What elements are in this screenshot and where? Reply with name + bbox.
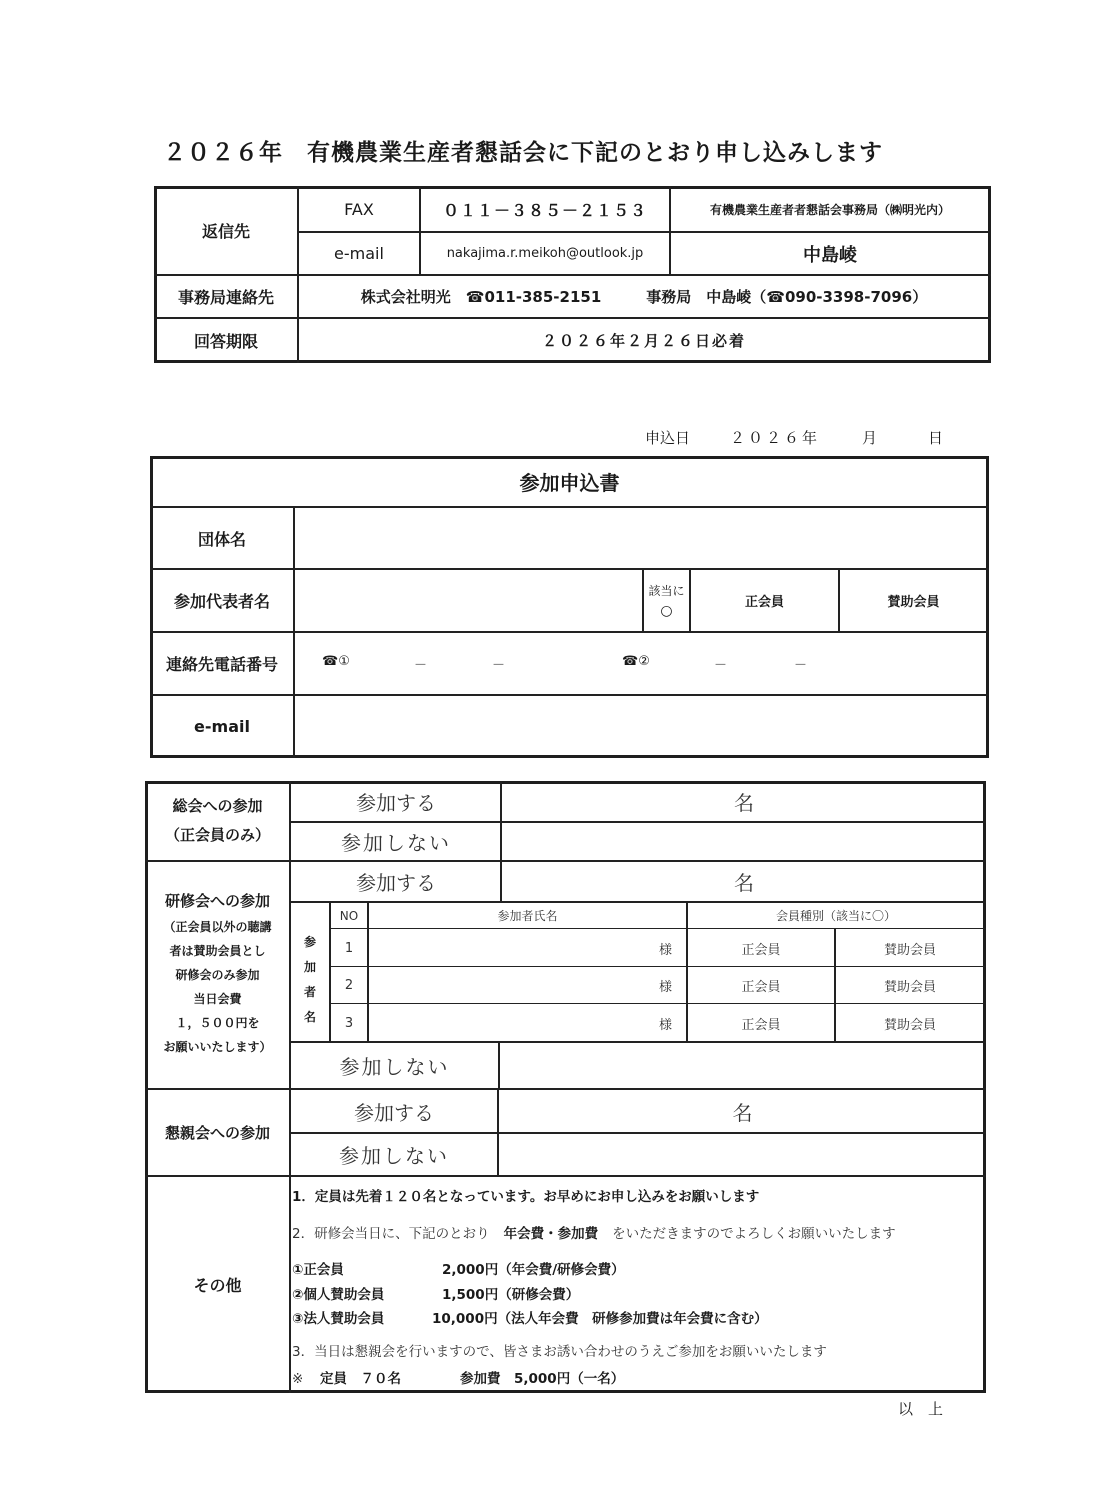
general-not-attend-option[interactable]: 参加しない	[341, 831, 451, 855]
phone1-dash: －	[414, 658, 428, 673]
fee-row	[292, 1283, 579, 1303]
fee-type: ①正会員	[292, 1262, 344, 1278]
note-fees-intro-post: をいただきますのでよろしくお願いいたします	[612, 1226, 896, 1242]
fee-row	[292, 1258, 625, 1278]
office-contact-label: 事務局連絡先	[177, 288, 274, 307]
training-title: 研修会への参加	[164, 892, 270, 910]
general-meeting-note: （正会員のみ）	[164, 826, 270, 844]
member-regular-option[interactable]: 正会員	[744, 595, 784, 610]
support-member-option[interactable]: 賛助会員	[883, 942, 936, 958]
office-contact-value: 株式会社明光 ☎011-385-2151 事務局 中島崚（☎090-3398-7096）	[360, 288, 928, 306]
social-not-attend-field[interactable]	[499, 1133, 986, 1176]
participants-vertical-label	[291, 930, 329, 1030]
fee-row	[292, 1307, 768, 1327]
phone1-field[interactable]	[345, 640, 605, 688]
social-label: 懇親会への参加	[164, 1124, 270, 1142]
training-note-6: お願いいたします）	[163, 1040, 272, 1054]
participant-name-field[interactable]: 様	[658, 1017, 672, 1033]
participant-name-field[interactable]: 様	[658, 942, 672, 958]
note-social: 3．当日は懇親会を行いますので、皆さまお誘い合わせのうえご参加をお願いいたします	[292, 1344, 827, 1360]
phone2-field[interactable]	[645, 640, 945, 688]
social-attend-option[interactable]: 参加する	[354, 1100, 434, 1125]
deadline-value: ２０２６年２月２６日必着	[541, 331, 746, 350]
application-date-day[interactable]: 日	[928, 429, 944, 447]
phone2-dash: －	[714, 658, 728, 673]
page-title: ２０２６年 有機農業生産者懇話会に下記のとおり申し込みします	[163, 140, 883, 166]
header-no: NO	[339, 908, 359, 923]
email-label: e-mail	[334, 244, 384, 263]
phone1-dash: －	[492, 658, 506, 673]
note-fees-intro-pre: 2．研修会当日に、下記のとおり	[292, 1226, 490, 1242]
participant-row	[331, 1004, 986, 1042]
training-attend-option[interactable]: 参加する	[356, 871, 436, 895]
training-not-attend-field[interactable]	[500, 1042, 986, 1089]
note-fees-intro-bold: 年会費・参加費	[503, 1226, 599, 1242]
fax-recipient: 有機農業生産者者懇話会事務局（㈱明光内）	[709, 202, 950, 217]
phone2-dash: －	[794, 658, 808, 673]
training-note-4: 当日会費	[193, 992, 242, 1006]
vertical-char: 加	[303, 960, 316, 974]
general-meeting-label	[145, 781, 290, 861]
participant-name-field[interactable]: 様	[658, 980, 672, 995]
org-name-label: 団体名	[197, 529, 246, 549]
note-social-details	[292, 1367, 624, 1387]
email-address[interactable]: nakajima.r.meikoh@outlook.jp	[446, 246, 644, 261]
other-label: その他	[193, 1275, 242, 1295]
representative-label: 参加代表者名	[173, 592, 270, 611]
regular-member-option[interactable]: 正会員	[741, 942, 781, 958]
closing-mark: 以 上	[898, 1400, 944, 1418]
note-social-fee: 参加費 5,000円（一名）	[460, 1371, 625, 1387]
fee-amount: 1,500円（研修会費）	[442, 1287, 580, 1303]
reply-label: 返信先	[201, 222, 250, 241]
fax-label: FAX	[344, 199, 374, 219]
fax-number: ０１１－３８５－２１５３	[442, 200, 647, 220]
org-name-field[interactable]	[295, 507, 987, 569]
email-field[interactable]	[295, 695, 987, 756]
row-no: 1	[344, 940, 354, 956]
phone1-prefix: ☎①	[322, 654, 350, 669]
training-note-3: 研修会のみ参加	[175, 968, 260, 982]
vertical-char: 者	[303, 985, 316, 999]
row-no: 3	[344, 1015, 354, 1031]
vertical-char: 参	[303, 935, 316, 949]
representative-field[interactable]	[295, 569, 642, 632]
vertical-char: 名	[303, 1010, 316, 1024]
row-no: 2	[344, 978, 354, 993]
training-note-1: （正会員以外の聴講	[163, 920, 272, 934]
note-capacity: 1．定員は先着１２０名となっています。お早めにお申し込みをお願いします	[292, 1189, 760, 1205]
general-count-field[interactable]: 名	[734, 791, 754, 815]
general-attend-option[interactable]: 参加する	[356, 791, 436, 815]
training-note-2: 者は賛助会員とし	[169, 944, 266, 958]
general-meeting-title: 総会への参加	[172, 797, 263, 815]
email-field-label: e-mail	[194, 717, 250, 736]
support-member-option[interactable]: 賛助会員	[883, 980, 936, 995]
participant-row	[331, 967, 986, 1004]
note-fees-intro	[292, 1222, 896, 1242]
fee-amount: 2,000円（年会費/研修会費）	[442, 1262, 625, 1278]
deadline-label: 回答期限	[193, 331, 258, 351]
phone2-prefix: ☎②	[622, 654, 650, 669]
regular-member-option[interactable]: 正会員	[741, 980, 781, 995]
training-note-5: １，５００円を	[175, 1016, 260, 1030]
application-form-title: 参加申込書	[519, 471, 620, 495]
training-not-attend-option[interactable]: 参加しない	[339, 1055, 450, 1079]
applicable-mark-cell	[644, 569, 689, 632]
fee-type: ③法人賛助会員	[292, 1311, 385, 1327]
email-recipient: 中島崚	[803, 244, 857, 266]
application-date-label: 申込日	[645, 429, 691, 447]
application-date-month[interactable]: 月	[862, 429, 878, 447]
training-label	[145, 890, 290, 1059]
training-count-field[interactable]: 名	[734, 871, 754, 895]
member-support-option[interactable]: 賛助会員	[887, 595, 940, 610]
support-member-option[interactable]: 賛助会員	[883, 1017, 936, 1033]
regular-member-option[interactable]: 正会員	[741, 1017, 781, 1033]
social-not-attend-option[interactable]: 参加しない	[339, 1144, 449, 1168]
fee-type: ②個人賛助会員	[292, 1287, 385, 1303]
note-mark: ※	[292, 1371, 304, 1387]
applicable-label: 該当に	[648, 584, 685, 598]
header-participant-name: 参加者氏名	[497, 909, 558, 923]
fee-amount: 10,000円（法人年会費 研修参加費は年会費に含む）	[432, 1311, 768, 1327]
social-count-field[interactable]: 名	[732, 1100, 753, 1125]
general-not-attend-field[interactable]	[502, 822, 986, 861]
note-social-capacity: 定員 ７０名	[320, 1371, 401, 1387]
application-date-year[interactable]: ２０２６年	[730, 429, 821, 447]
phone-label: 連絡先電話番号	[165, 655, 278, 674]
circle-mark: ○	[660, 603, 673, 619]
header-member-type: 会員種別（該当に〇）	[775, 909, 896, 923]
participant-row	[331, 929, 986, 967]
